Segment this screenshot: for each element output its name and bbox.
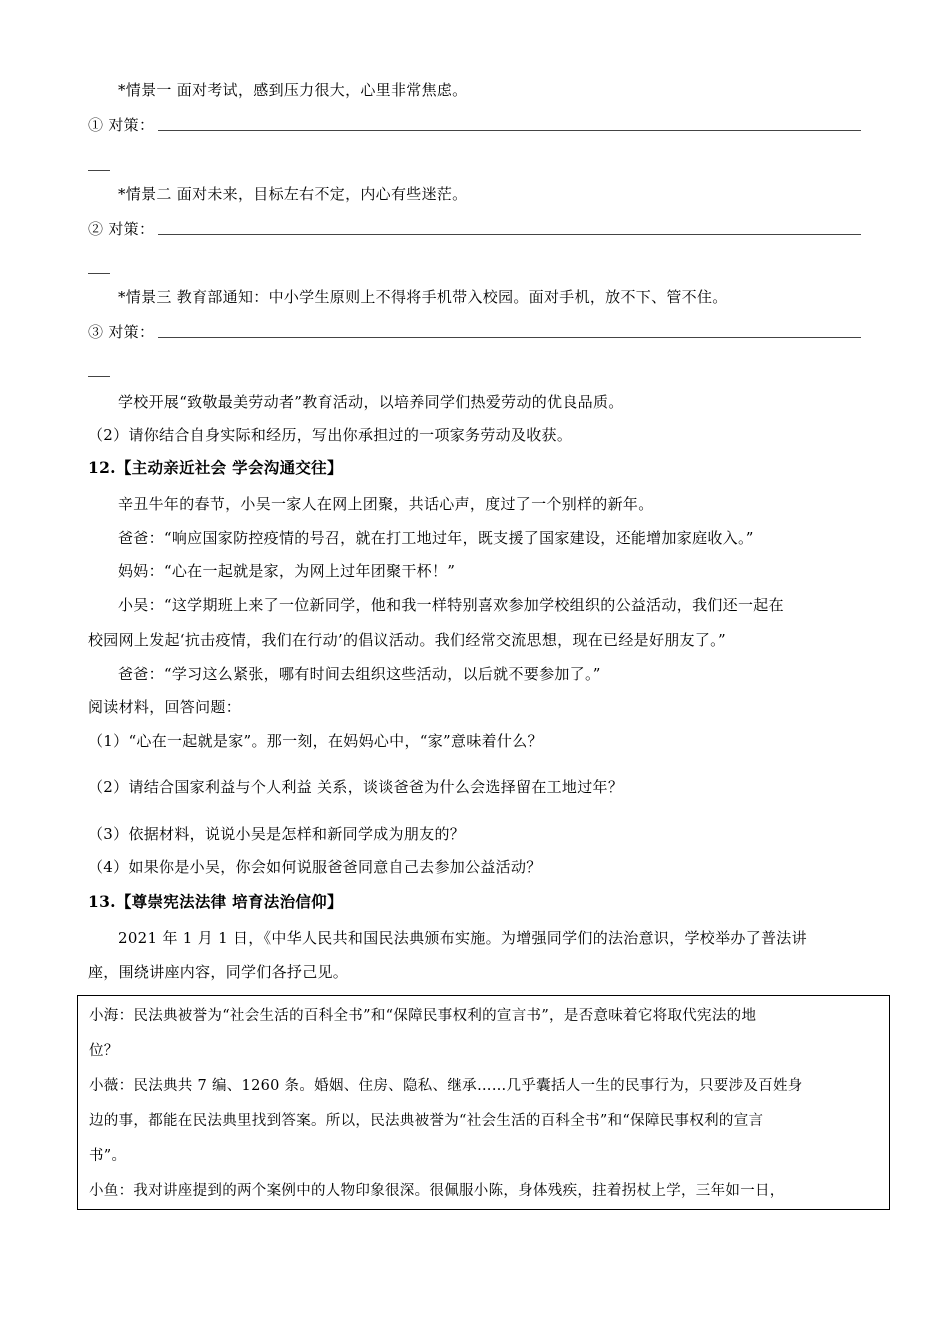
scenario-3-text: *情景三 教育部通知：中小学生原则上不得将手机带入校园。面对手机，放不下、管不住。 [118,288,728,306]
q12-paragraph-2: 爸爸：“响应国家防控疫情的号召，就在打工地过年，既支援了国家建设，还能增加家庭收入。” [118,529,754,547]
answer-row-3 [88,322,861,342]
q12-paragraph-1: 辛丑牛年的春节，小吴一家人在网上团聚，共话心声，度过了一个别样的新年。 [118,495,654,513]
discussion-line-3: 小薇：民法典共 7 编、1260 条。婚姻、住房、隐私、继承……几乎囊括人一生的民事行为，只要涉及百姓身 [89,1078,803,1094]
answer-line-2[interactable] [158,234,861,235]
answer-label-1: ① 对策： [88,116,155,134]
q13-intro-line-2: 座，围绕讲座内容，同学们各抒己见。 [88,963,349,981]
q12-question-4: （4）如果你是小吴，你会如何说服爸爸同意自己去参加公益活动？ [88,858,542,876]
answer-line-continuation-3[interactable] [88,376,110,377]
q13-title: 13.【尊崇宪法法律 培育法治信仰】 [88,892,343,911]
q12-question-2: （2）请结合国家利益与个人利益 关系，谈谈爸爸为什么会选择留在工地过年？ [88,778,624,796]
answer-line-1[interactable] [158,130,861,131]
answer-label-3: ③ 对策： [88,323,155,341]
discussion-box [77,995,890,1210]
scenario-2-text: *情景二 面对未来，目标左右不定，内心有些迷茫。 [118,185,468,203]
q12-paragraph-6: 爸爸：“学习这么紧张，哪有时间去组织这些活动，以后就不要参加了。” [118,665,601,683]
labor-intro: 学校开展“致敬最美劳动者”教育活动，以培养同学们热爱劳动的优良品质。 [118,393,624,411]
discussion-line-2: 位？ [89,1043,119,1059]
discussion-line-4: 边的事，都能在民法典里找到答案。所以，民法典被誉为“社会生活的百科全书”和“保障民事权利的宣言 [89,1113,764,1129]
answer-row-1 [88,115,861,135]
answer-line-continuation-2[interactable] [88,273,110,274]
scenario-1-text: *情景一 面对考试，感到压力很大，心里非常焦虑。 [118,81,468,99]
q12-paragraph-5: 校园网上发起‘抗击疫情，我们在行动’的倡议活动。我们经常交流思想，现在已经是好朋友了。” [88,631,726,649]
answer-label-2: ② 对策： [88,220,155,238]
discussion-line-1: 小海：民法典被誉为“社会生活的百科全书”和“保障民事权利的宣言书”，是否意味着它将取代宪法的地 [89,1008,757,1024]
q12-paragraph-3: 妈妈：“心在一起就是家，为网上过年团聚干杯！” [118,562,456,580]
labor-question: （2）请你结合自身实际和经历，写出你承担过的一项家务劳动及收获。 [88,426,573,444]
q12-question-3: （3）依据材料，说说小吴是怎样和新同学成为朋友的？ [88,825,466,843]
discussion-line-6: 小鱼：我对讲座提到的两个案例中的人物印象很深。很佩服小陈，身体残疾，拄着拐杖上学，三年如一日， [89,1183,785,1199]
q13-intro-line-1: 2021 年 1 月 1 日，《中华人民共和国民法典颁布实施。为增强同学们的法治意识，学校举办了普法讲 [118,929,807,947]
answer-line-3[interactable] [158,337,861,338]
q12-paragraph-4: 小吴：“这学期班上来了一位新同学，他和我一样特别喜欢参加学校组织的公益活动，我们还一起在 [118,596,784,614]
discussion-line-5: 书”。 [89,1148,127,1164]
q12-title: 12.【主动亲近社会 学会沟通交往】 [88,458,343,477]
q12-instruction: 阅读材料，回答问题： [88,698,242,716]
answer-line-continuation-1[interactable] [88,170,110,171]
answer-row-2 [88,219,861,239]
q12-question-1: （1）“心在一起就是家”。那一刻，在妈妈心中，“家”意味着什么？ [88,732,543,750]
